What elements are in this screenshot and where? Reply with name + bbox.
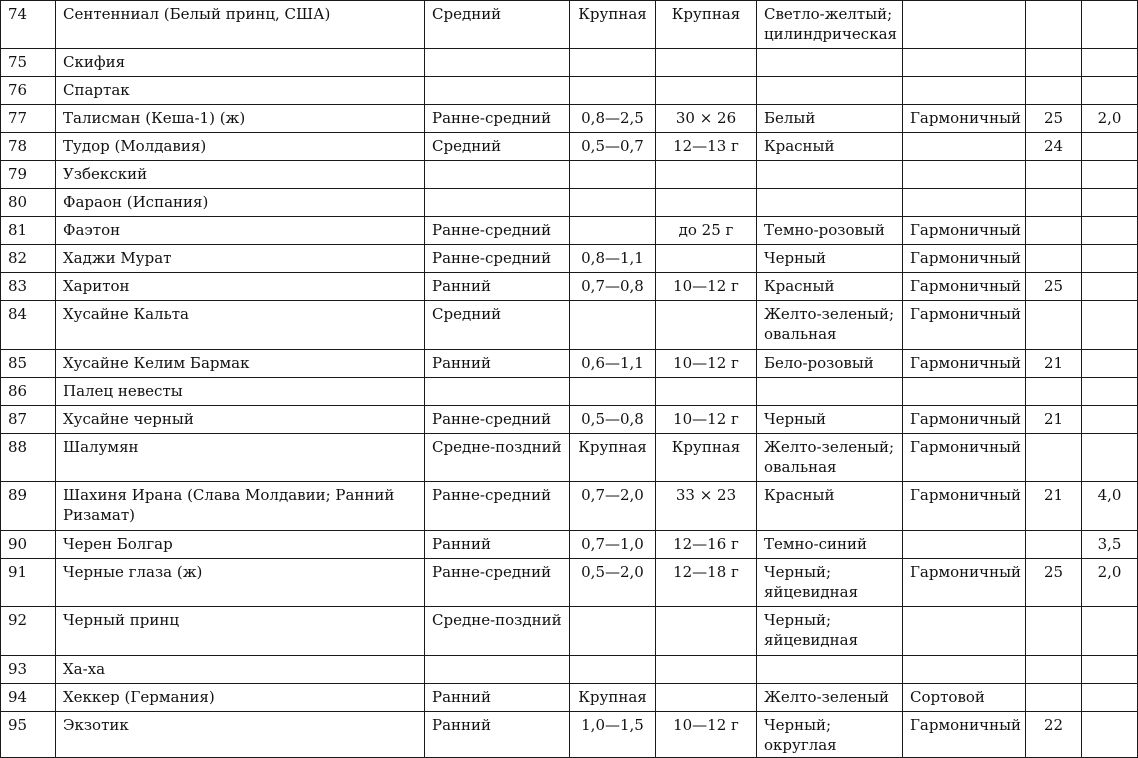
acidity-cell [1082, 77, 1138, 105]
sugar-content-cell: 22 [1026, 712, 1082, 758]
acidity-cell [1082, 712, 1138, 758]
berry-color-cell [757, 656, 903, 684]
variety-name-cell: Хусайне Келим Бармак [56, 350, 425, 378]
berry-size-cell [656, 49, 757, 77]
berry-size-cell: 30 × 26 [656, 105, 757, 133]
table-row [1, 434, 1138, 482]
bunch-mass-cell: 0,5—2,0 [570, 559, 656, 607]
table-row [1, 559, 1138, 607]
row-number-cell: 82 [1, 245, 56, 273]
table-row [1, 482, 1138, 531]
berry-size-cell: 10—12 г [656, 406, 757, 434]
taste-cell [903, 49, 1026, 77]
table-row [1, 245, 1138, 273]
ripening-period-cell: Средне-поздний [425, 434, 570, 482]
bunch-mass-cell [570, 161, 656, 189]
row-number-cell: 85 [1, 350, 56, 378]
bunch-mass-cell: 0,5—0,7 [570, 133, 656, 161]
acidity-cell: 2,0 [1082, 105, 1138, 133]
bunch-mass-cell: 0,8—1,1 [570, 245, 656, 273]
berry-color-cell: Черный; яйцевидная [757, 559, 903, 607]
taste-cell [903, 77, 1026, 105]
taste-cell: Гармоничный [903, 559, 1026, 607]
acidity-cell [1082, 189, 1138, 217]
bunch-mass-cell [570, 217, 656, 245]
ripening-period-cell: Средний [425, 301, 570, 350]
sugar-content-cell: 24 [1026, 133, 1082, 161]
table-row [1, 607, 1138, 656]
bunch-mass-cell: Крупная [570, 1, 656, 49]
variety-name-cell: Талисман (Кеша-1) (ж) [56, 105, 425, 133]
row-number-cell: 94 [1, 684, 56, 712]
bunch-mass-cell: 0,7—0,8 [570, 273, 656, 301]
bunch-mass-cell: 0,5—0,8 [570, 406, 656, 434]
taste-cell: Гармоничный [903, 712, 1026, 758]
table-row [1, 531, 1138, 559]
table-row [1, 656, 1138, 684]
bunch-mass-cell [570, 77, 656, 105]
taste-cell: Гармоничный [903, 482, 1026, 531]
taste-cell [903, 133, 1026, 161]
ripening-period-cell: Ранний [425, 350, 570, 378]
acidity-cell [1082, 217, 1138, 245]
variety-name-cell: Сентенниал (Белый принц, США) [56, 1, 425, 49]
berry-size-cell: 10—12 г [656, 273, 757, 301]
taste-cell [903, 1, 1026, 49]
berry-color-cell: Красный [757, 273, 903, 301]
row-number-cell: 90 [1, 531, 56, 559]
variety-name-cell: Экзотик [56, 712, 425, 758]
taste-cell: Гармоничный [903, 406, 1026, 434]
acidity-cell [1082, 161, 1138, 189]
acidity-cell [1082, 1, 1138, 49]
row-number-cell: 81 [1, 217, 56, 245]
berry-color-cell: Белый [757, 105, 903, 133]
berry-size-cell: 10—12 г [656, 712, 757, 758]
row-number-cell: 95 [1, 712, 56, 758]
row-number-cell: 88 [1, 434, 56, 482]
row-number-cell: 80 [1, 189, 56, 217]
row-number-cell: 92 [1, 607, 56, 656]
variety-name-cell: Хеккер (Германия) [56, 684, 425, 712]
sugar-content-cell [1026, 49, 1082, 77]
taste-cell: Сортовой [903, 684, 1026, 712]
row-number-cell: 77 [1, 105, 56, 133]
ripening-period-cell [425, 77, 570, 105]
taste-cell [903, 378, 1026, 406]
bunch-mass-cell: Крупная [570, 684, 656, 712]
sugar-content-cell [1026, 656, 1082, 684]
taste-cell: Гармоничный [903, 301, 1026, 350]
table-row [1, 1, 1138, 49]
acidity-cell [1082, 656, 1138, 684]
row-number-cell: 87 [1, 406, 56, 434]
berry-color-cell [757, 77, 903, 105]
sugar-content-cell [1026, 607, 1082, 656]
taste-cell: Гармоничный [903, 105, 1026, 133]
sugar-content-cell: 25 [1026, 273, 1082, 301]
berry-size-cell [656, 684, 757, 712]
acidity-cell: 2,0 [1082, 559, 1138, 607]
berry-color-cell [757, 49, 903, 77]
ripening-period-cell [425, 378, 570, 406]
sugar-content-cell [1026, 301, 1082, 350]
row-number-cell: 75 [1, 49, 56, 77]
ripening-period-cell: Средний [425, 1, 570, 49]
variety-name-cell: Хусайне черный [56, 406, 425, 434]
table-row [1, 684, 1138, 712]
table-row [1, 189, 1138, 217]
taste-cell [903, 161, 1026, 189]
sugar-content-cell [1026, 161, 1082, 189]
variety-name-cell: Фараон (Испания) [56, 189, 425, 217]
ripening-period-cell: Ранний [425, 273, 570, 301]
sugar-content-cell: 21 [1026, 482, 1082, 531]
acidity-cell: 3,5 [1082, 531, 1138, 559]
variety-name-cell: Шахиня Ирана (Слава Молдавии; Ранний Ризамат) [56, 482, 425, 531]
row-number-cell: 89 [1, 482, 56, 531]
row-number-cell: 74 [1, 1, 56, 49]
berry-size-cell [656, 77, 757, 105]
sugar-content-cell: 25 [1026, 105, 1082, 133]
acidity-cell [1082, 245, 1138, 273]
taste-cell: Гармоничный [903, 434, 1026, 482]
berry-size-cell: 33 × 23 [656, 482, 757, 531]
variety-name-cell: Спартак [56, 77, 425, 105]
bunch-mass-cell [570, 378, 656, 406]
ripening-period-cell: Ранний [425, 684, 570, 712]
table-row [1, 77, 1138, 105]
bunch-mass-cell: 0,6—1,1 [570, 350, 656, 378]
row-number-cell: 91 [1, 559, 56, 607]
berry-size-cell: до 25 г [656, 217, 757, 245]
variety-name-cell: Узбекский [56, 161, 425, 189]
acidity-cell [1082, 607, 1138, 656]
taste-cell: Гармоничный [903, 217, 1026, 245]
variety-name-cell: Скифия [56, 49, 425, 77]
variety-name-cell: Черный принц [56, 607, 425, 656]
sugar-content-cell [1026, 378, 1082, 406]
berry-color-cell: Темно-синий [757, 531, 903, 559]
sugar-content-cell [1026, 77, 1082, 105]
row-number-cell: 83 [1, 273, 56, 301]
taste-cell: Гармоничный [903, 245, 1026, 273]
acidity-cell [1082, 273, 1138, 301]
sugar-content-cell [1026, 434, 1082, 482]
sugar-content-cell: 21 [1026, 350, 1082, 378]
variety-name-cell: Фаэтон [56, 217, 425, 245]
sugar-content-cell [1026, 684, 1082, 712]
bunch-mass-cell [570, 301, 656, 350]
berry-size-cell [656, 245, 757, 273]
berry-size-cell: 12—16 г [656, 531, 757, 559]
row-number-cell: 76 [1, 77, 56, 105]
berry-size-cell [656, 161, 757, 189]
berry-size-cell: Крупная [656, 1, 757, 49]
acidity-cell [1082, 133, 1138, 161]
ripening-period-cell [425, 189, 570, 217]
sugar-content-cell [1026, 245, 1082, 273]
ripening-period-cell: Ранне-средний [425, 406, 570, 434]
berry-size-cell: 12—18 г [656, 559, 757, 607]
berry-size-cell [656, 301, 757, 350]
acidity-cell [1082, 378, 1138, 406]
taste-cell: Гармоничный [903, 350, 1026, 378]
taste-cell [903, 656, 1026, 684]
bunch-mass-cell: 1,0—1,5 [570, 712, 656, 758]
ripening-period-cell: Ранний [425, 531, 570, 559]
ripening-period-cell: Ранне-средний [425, 482, 570, 531]
berry-color-cell [757, 161, 903, 189]
row-number-cell: 93 [1, 656, 56, 684]
berry-size-cell [656, 189, 757, 217]
acidity-cell [1082, 350, 1138, 378]
sugar-content-cell [1026, 217, 1082, 245]
berry-size-cell [656, 378, 757, 406]
berry-size-cell: Крупная [656, 434, 757, 482]
ripening-period-cell [425, 161, 570, 189]
row-number-cell: 84 [1, 301, 56, 350]
taste-cell [903, 607, 1026, 656]
variety-name-cell: Шалумян [56, 434, 425, 482]
table-row [1, 378, 1138, 406]
table-row [1, 161, 1138, 189]
table-row [1, 406, 1138, 434]
table-row [1, 49, 1138, 77]
variety-name-cell: Тудор (Молдавия) [56, 133, 425, 161]
variety-name-cell: Хусайне Кальта [56, 301, 425, 350]
berry-size-cell [656, 607, 757, 656]
acidity-cell [1082, 684, 1138, 712]
variety-name-cell: Хаджи Мурат [56, 245, 425, 273]
berry-color-cell: Желто-зеленый; овальная [757, 434, 903, 482]
berry-color-cell: Желто-зеленый; овальная [757, 301, 903, 350]
ripening-period-cell: Ранний [425, 712, 570, 758]
berry-color-cell: Желто-зеленый [757, 684, 903, 712]
berry-color-cell: Красный [757, 133, 903, 161]
berry-color-cell [757, 378, 903, 406]
ripening-period-cell: Средне-поздний [425, 607, 570, 656]
acidity-cell: 4,0 [1082, 482, 1138, 531]
acidity-cell [1082, 49, 1138, 77]
taste-cell: Гармоничный [903, 273, 1026, 301]
bunch-mass-cell: 0,8—2,5 [570, 105, 656, 133]
variety-name-cell: Черные глаза (ж) [56, 559, 425, 607]
berry-size-cell: 10—12 г [656, 350, 757, 378]
berry-color-cell [757, 189, 903, 217]
variety-name-cell: Черен Болгар [56, 531, 425, 559]
table-row [1, 273, 1138, 301]
ripening-period-cell: Ранне-средний [425, 217, 570, 245]
berry-size-cell [656, 656, 757, 684]
bunch-mass-cell: Крупная [570, 434, 656, 482]
bunch-mass-cell [570, 189, 656, 217]
acidity-cell [1082, 406, 1138, 434]
ripening-period-cell: Средний [425, 133, 570, 161]
table-row [1, 133, 1138, 161]
row-number-cell: 79 [1, 161, 56, 189]
ripening-period-cell: Ранне-средний [425, 559, 570, 607]
bunch-mass-cell: 0,7—1,0 [570, 531, 656, 559]
table-row [1, 105, 1138, 133]
acidity-cell [1082, 434, 1138, 482]
table-row [1, 712, 1138, 758]
sugar-content-cell: 21 [1026, 406, 1082, 434]
sugar-content-cell [1026, 189, 1082, 217]
bunch-mass-cell [570, 49, 656, 77]
variety-name-cell: Харитон [56, 273, 425, 301]
table-row [1, 217, 1138, 245]
taste-cell [903, 189, 1026, 217]
bunch-mass-cell [570, 607, 656, 656]
bunch-mass-cell: 0,7—2,0 [570, 482, 656, 531]
table-body [1, 1, 1138, 758]
variety-name-cell: Ха-ха [56, 656, 425, 684]
row-number-cell: 86 [1, 378, 56, 406]
variety-name-cell: Палец невесты [56, 378, 425, 406]
ripening-period-cell: Ранне-средний [425, 245, 570, 273]
bunch-mass-cell [570, 656, 656, 684]
acidity-cell [1082, 301, 1138, 350]
ripening-period-cell [425, 49, 570, 77]
row-number-cell: 78 [1, 133, 56, 161]
berry-color-cell: Черный [757, 245, 903, 273]
berry-color-cell: Черный [757, 406, 903, 434]
table-row [1, 350, 1138, 378]
ripening-period-cell: Ранне-средний [425, 105, 570, 133]
berry-color-cell: Темно-розовый [757, 217, 903, 245]
ripening-period-cell [425, 656, 570, 684]
berry-color-cell: Красный [757, 482, 903, 531]
table-row [1, 301, 1138, 350]
sugar-content-cell [1026, 531, 1082, 559]
taste-cell [903, 531, 1026, 559]
sugar-content-cell [1026, 1, 1082, 49]
berry-color-cell: Бело-розовый [757, 350, 903, 378]
sugar-content-cell: 25 [1026, 559, 1082, 607]
berry-size-cell: 12—13 г [656, 133, 757, 161]
berry-color-cell: Черный; яйцевидная [757, 607, 903, 656]
berry-color-cell: Черный; округлая [757, 712, 903, 758]
berry-color-cell: Светло-желтый; цилиндрическая [757, 1, 903, 49]
